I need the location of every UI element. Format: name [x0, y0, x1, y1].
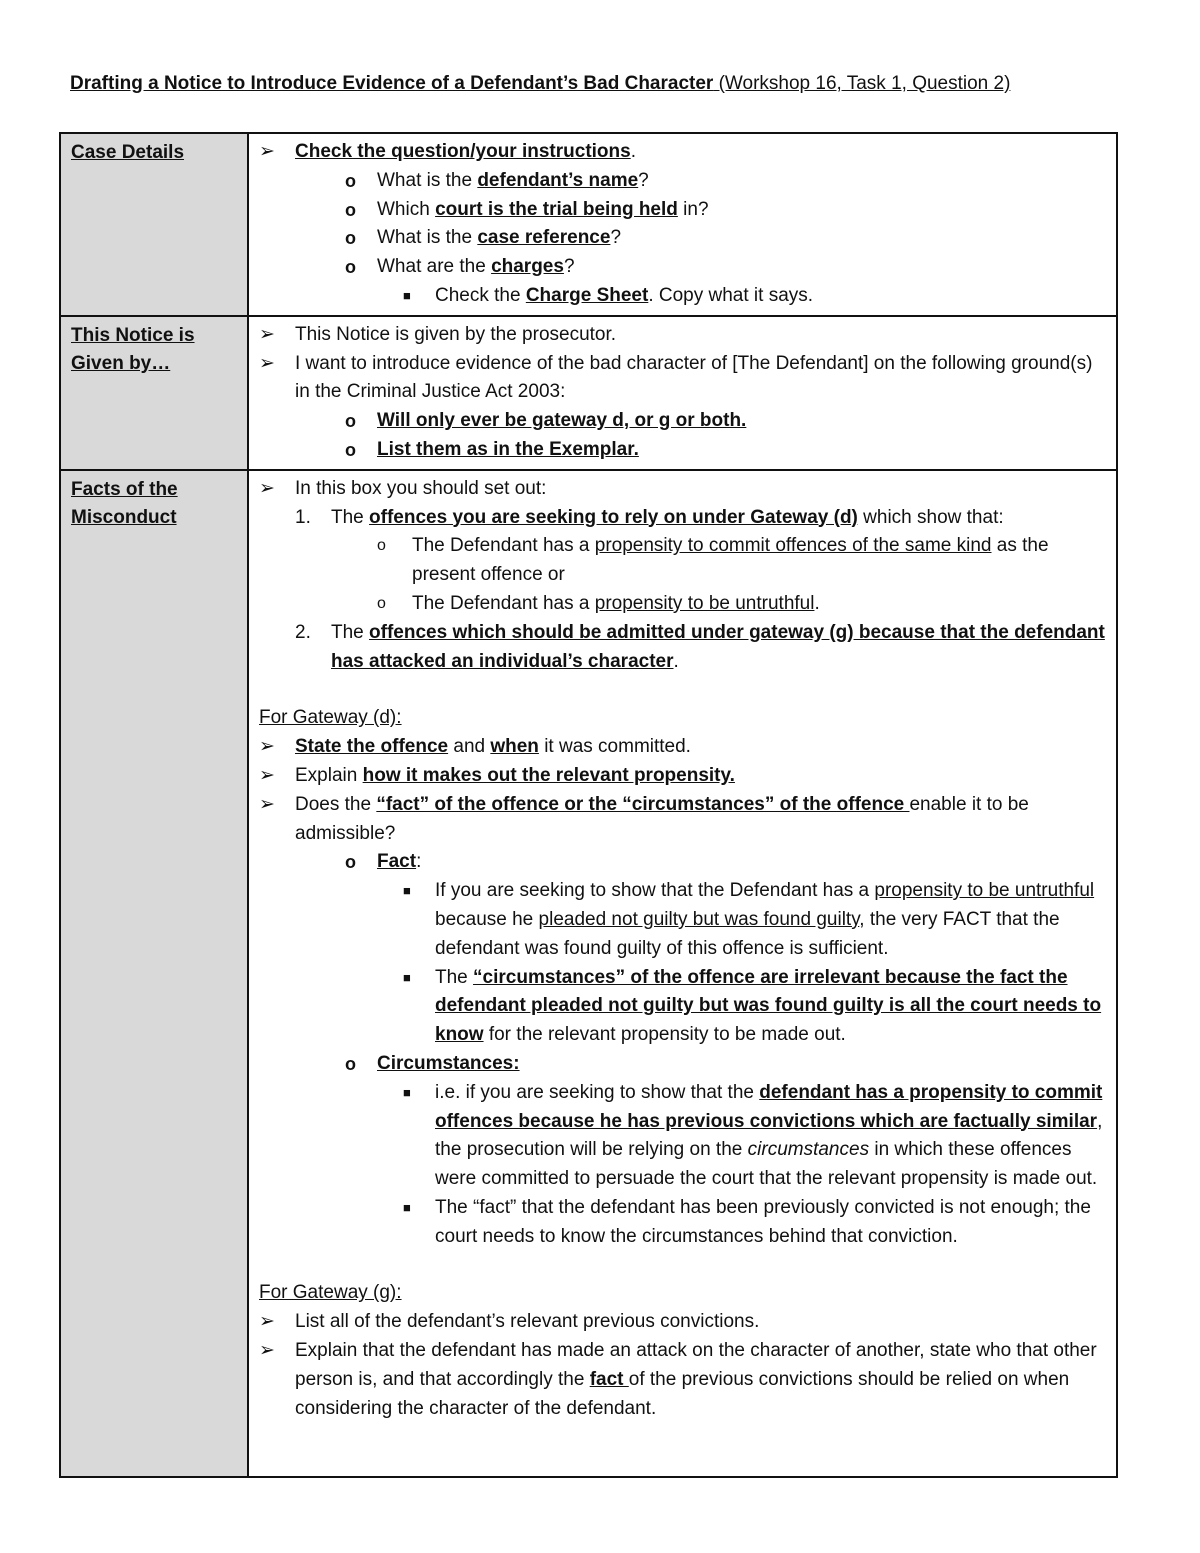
list-item: o Fact: [259, 848, 1106, 877]
list-item: ■ If you are seeking to show that the Defendant has a propensity to be untruthful because he pleaded not guilty but was found guilty, the very FACT that the defendant was found guilty of this offence is sufficient. [259, 877, 1106, 963]
square-bullet-icon: ■ [403, 883, 411, 899]
arrow-bullet-icon: ➢ [259, 352, 275, 374]
list-item: ➢ List all of the defendant’s relevant previous convictions. [259, 1308, 1106, 1337]
list-item: ➢ Check the question/your instructions. [259, 138, 1106, 167]
list-item: ■ The “circumstances” of the offence are irrelevant because the fact the defendant pleaded not guilty but was found guilty is all the court needs to know for the relevant propensity to be made out. [259, 964, 1106, 1050]
facts-content [248, 470, 1117, 1477]
title-sub: (Workshop 16, Task 1, Question 2) [713, 73, 1011, 94]
title-main: Drafting a Notice to Introduce Evidence of a Defendant’s Bad Character [70, 73, 714, 94]
circle-bullet-icon: o [345, 170, 356, 191]
list-item: o What is the defendant’s name? [259, 167, 1106, 196]
list-item: o What are the charges? [259, 253, 1106, 282]
square-bullet-icon: ■ [403, 287, 411, 303]
list-item: o The Defendant has a propensity to be untruthful. [259, 590, 1106, 619]
list-item: ■ i.e. if you are seeking to show that the defendant has a propensity to commit offences because he has previous convictions which are factually similar, the prosecution will be relying on the circumstances in which these offences were committed to persuade the court that the relevant propensity is made out. [259, 1079, 1106, 1194]
list-item: o Will only ever be gateway d, or g or both. [259, 407, 1106, 436]
page-title [70, 73, 1010, 95]
arrow-bullet-icon: ➢ [259, 477, 275, 499]
given-by-row [60, 316, 1117, 470]
number-2: 2. [295, 621, 311, 643]
list-item: ■ Check the Charge Sheet. Copy what it says. [259, 282, 1106, 311]
given-by-content [248, 316, 1117, 470]
case-details-content [248, 133, 1117, 316]
circle-bullet-icon: o [345, 852, 356, 873]
circle-bullet-icon: o [345, 199, 356, 220]
list-item: ➢ This Notice is given by the prosecutor. [259, 321, 1106, 350]
list-item: 1. The offences you are seeking to rely on under Gateway (d) which show that: [259, 504, 1106, 533]
arrow-bullet-icon: ➢ [259, 736, 275, 758]
circle-bullet-icon: o [345, 411, 356, 432]
list-item: o The Defendant has a propensity to commit offences of the same kind as the present offence or [259, 532, 1106, 590]
list-item: ➢ State the offence and when it was committed. [259, 733, 1106, 762]
circle-bullet-icon: o [345, 228, 356, 249]
list-item: 2. The offences which should be admitted under gateway (g) because that the defendant has attacked an individual’s character. [259, 619, 1106, 677]
number-1: 1. [295, 506, 311, 528]
arrow-bullet-icon: ➢ [259, 1340, 275, 1362]
arrow-bullet-icon: ➢ [259, 141, 275, 162]
case-details-label: Case Details [60, 133, 248, 316]
given-by-label: This Notice is Given by… [60, 316, 248, 470]
square-bullet-icon: ■ [403, 1084, 411, 1100]
list-item: o Which court is the trial being held in? [259, 196, 1106, 225]
list-item: ➢ Explain how it makes out the relevant propensity. [259, 762, 1106, 791]
circle-bullet-icon: o [377, 594, 386, 612]
arrow-bullet-icon: ➢ [259, 323, 275, 345]
arrow-bullet-icon: ➢ [259, 764, 275, 786]
list-item: o Circumstances: [259, 1050, 1106, 1079]
facts-label: Facts of the Misconduct [60, 470, 248, 1477]
facts-row [60, 470, 1117, 1477]
list-item: ■ The “fact” that the defendant has been previously convicted is not enough; the court needs to know the circumstances behind that conviction. [259, 1194, 1106, 1252]
square-bullet-icon: ■ [403, 969, 411, 985]
list-item: ➢ Explain that the defendant has made an attack on the character of another, state who that other person is, and that accordingly the fact of the previous convictions should be relied on when considering the character of the defendant. [259, 1337, 1106, 1423]
list-item: ➢ I want to introduce evidence of the bad character of [The Defendant] on the following ground(s) in the Criminal Justice Act 2003: [259, 350, 1106, 408]
list-item: ➢ Does the “fact” of the offence or the “circumstances” of the offence enable it to be admissible? [259, 791, 1106, 849]
gateway-d-heading: For Gateway (d): [259, 707, 402, 729]
circle-bullet-icon: o [345, 257, 356, 278]
notice-table [59, 132, 1118, 1478]
circle-bullet-icon: o [345, 1053, 356, 1074]
list-item: o What is the case reference? [259, 224, 1106, 253]
square-bullet-icon: ■ [403, 1199, 411, 1215]
gateway-g-heading: For Gateway (g): [259, 1282, 402, 1304]
circle-bullet-icon: o [377, 537, 386, 555]
case-details-row [60, 133, 1117, 316]
list-item: ➢ In this box you should set out: [259, 475, 1106, 504]
circle-bullet-icon: o [345, 439, 356, 460]
arrow-bullet-icon: ➢ [259, 1311, 275, 1333]
list-item: o List them as in the Exemplar. [259, 436, 1106, 465]
arrow-bullet-icon: ➢ [259, 793, 275, 815]
